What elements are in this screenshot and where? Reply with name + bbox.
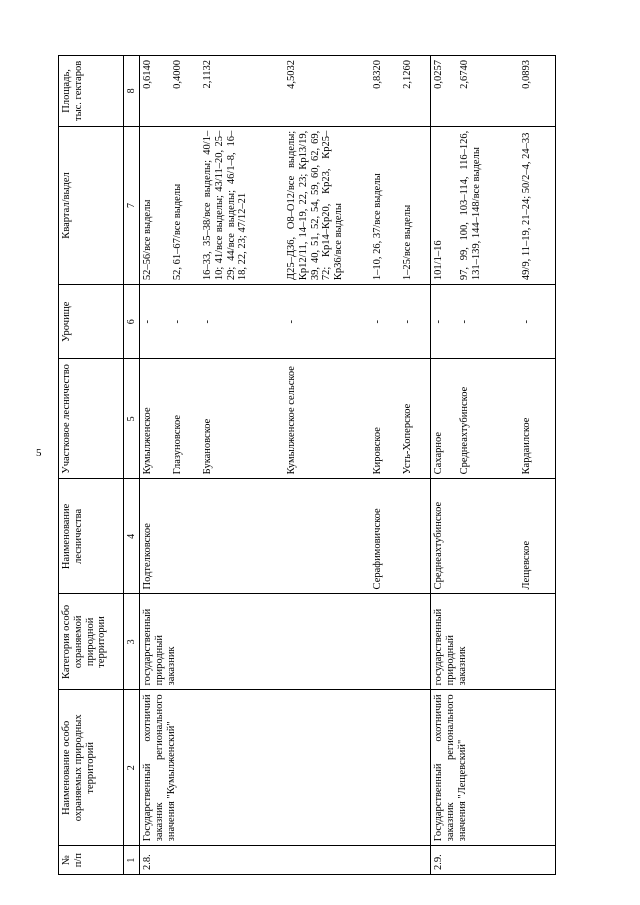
district-name: Кумылженское	[140, 359, 171, 479]
column-number: 7	[124, 126, 140, 284]
column-number: 5	[124, 359, 140, 479]
column-number: 1	[124, 846, 140, 875]
forestry-name: Лещевское	[519, 479, 556, 594]
column-number: 4	[124, 479, 140, 594]
tract-name: -	[140, 285, 171, 359]
tract-name: -	[457, 285, 519, 359]
header-cell: Участковое лесничество	[59, 359, 124, 479]
table-row	[431, 56, 458, 875]
area-value: 2,1132	[200, 56, 284, 127]
forestry-name: Среднеахтубинское	[431, 479, 520, 594]
tract-name: -	[400, 285, 431, 359]
row-number: 2.8.	[140, 846, 431, 875]
tract-name: -	[370, 285, 400, 359]
column-number: 8	[124, 56, 140, 127]
area-value: 4,5032	[284, 56, 370, 127]
tract-name: -	[200, 285, 284, 359]
quarter-list: 52, 61–67/все выделы	[170, 126, 200, 284]
area-value: 0,4000	[170, 56, 200, 127]
header-cell: Урочище	[59, 285, 124, 359]
rotated-page	[58, 55, 608, 875]
forestry-name: Подтелковское	[140, 479, 371, 594]
territory-name: Государственный охотничий заказник регионального значения "Кумылженский"	[140, 690, 431, 846]
quarter-list: 1–10, 26, 37/все выделы	[370, 126, 400, 284]
tract-name: -	[431, 285, 458, 359]
area-value: 0,8320	[370, 56, 400, 127]
district-name: Усть-Хоперское	[400, 359, 431, 479]
area-value: 0,0893	[519, 56, 556, 127]
area-value: 0,0257	[431, 56, 458, 127]
column-number: 3	[124, 594, 140, 690]
page-number: 5	[36, 447, 42, 459]
district-name: Глазуновское	[170, 359, 200, 479]
header-cell: Наименование особо охраняемых природных территорий	[59, 690, 124, 846]
protected-areas-table	[58, 55, 556, 875]
district-name: Сахарное	[431, 359, 458, 479]
forestry-name: Серафимовичское	[370, 479, 431, 594]
quarter-list: 16–33, 35–38/все выделы; 40/1–10; 41/все выделы; 43/11–20, 25–29; 44/все выделы; 46/1–8, 16–18, 22, 23; 47/12–21	[200, 126, 284, 284]
district-name: Кировское	[370, 359, 400, 479]
header-cell: Категория особо охраняемой природной территории	[59, 594, 124, 690]
column-number: 2	[124, 690, 140, 846]
row-number: 2.9.	[431, 846, 556, 875]
quarter-list: 97, 99, 100, 103–114, 116–126, 131–139, 144–148/все выделы	[457, 126, 519, 284]
tract-name: -	[519, 285, 556, 359]
area-value: 0,6140	[140, 56, 171, 127]
header-cell: № п/п	[59, 846, 124, 875]
territory-category: государственный природный заказник	[140, 594, 431, 690]
quarter-list: 49/9, 11–19, 21–24; 50/2–4, 24–33	[519, 126, 556, 284]
column-number-row	[124, 56, 140, 875]
quarter-list: 101/1–16	[431, 126, 458, 284]
district-name: Среднеахтубинское	[457, 359, 519, 479]
table-header-row	[59, 56, 124, 875]
territory-category: государственный природный заказник	[431, 594, 556, 690]
header-cell: Наименование лесничества	[59, 479, 124, 594]
quarter-list: Д25–Д36, О8–О12/все выделы; Кр12/11, 14–19, 22, 23; Кр13/19, 39, 40, 51, 52, 54, 59, 60, 62, 69, 72; Кр14–Кр20, Кр23, Кр25–Кр36/все выделы	[284, 126, 370, 284]
quarter-list: 1–25/все выделы	[400, 126, 431, 284]
tract-name: -	[170, 285, 200, 359]
table-row	[140, 56, 171, 875]
header-cell: Квартал/выдел	[59, 126, 124, 284]
area-value: 2,1260	[400, 56, 431, 127]
header-cell: Площадь, тыс. гектаров	[59, 56, 124, 127]
district-name: Кумылженское сельское	[284, 359, 370, 479]
area-value: 2,6740	[457, 56, 519, 127]
tract-name: -	[284, 285, 370, 359]
quarter-list: 52–56/все выделы	[140, 126, 171, 284]
column-number: 6	[124, 285, 140, 359]
territory-name: Государственный охотничий заказник регионального значения "Лещевский"	[431, 690, 556, 846]
district-name: Кардаилское	[519, 359, 556, 479]
district-name: Букановское	[200, 359, 284, 479]
